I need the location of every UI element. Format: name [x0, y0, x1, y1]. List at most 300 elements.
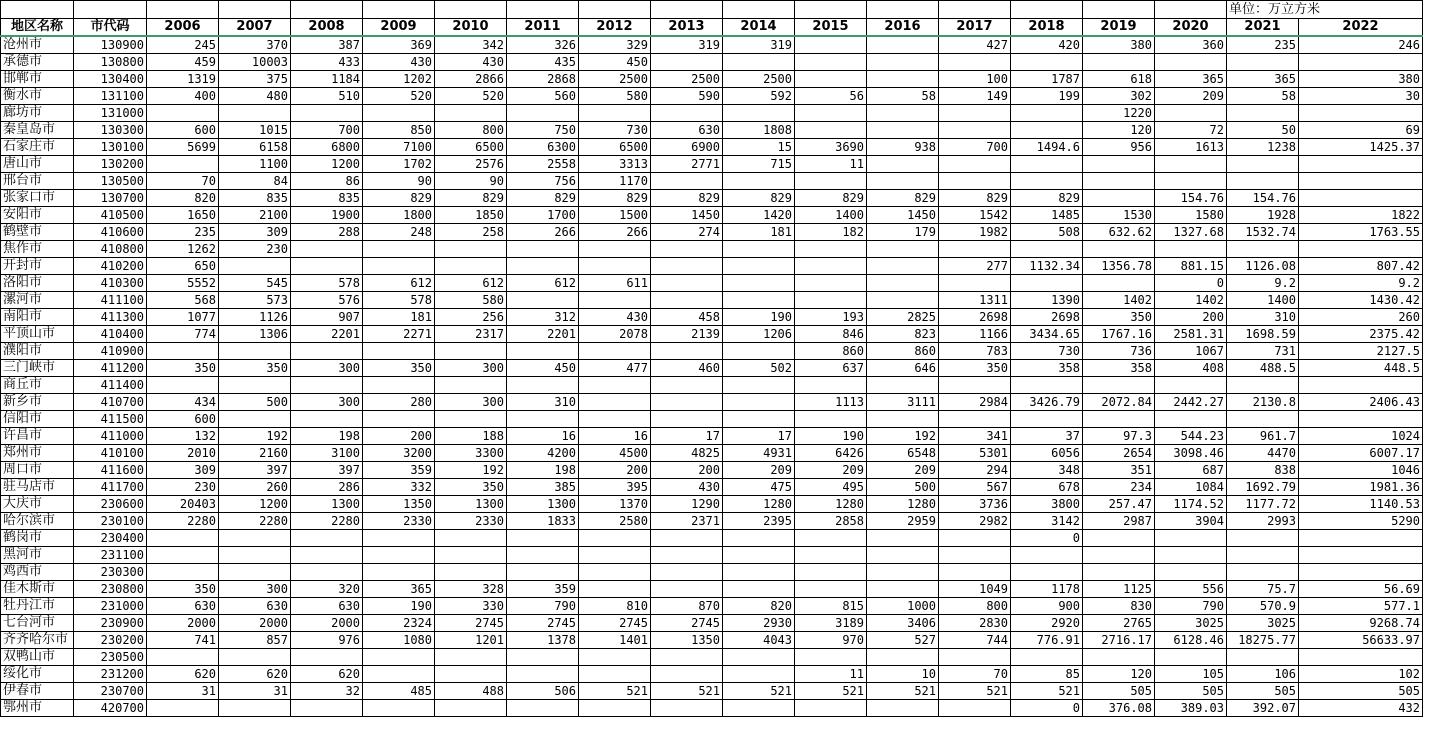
- value-cell[interactable]: [579, 700, 651, 717]
- empty-cell[interactable]: [1011, 1, 1083, 19]
- column-header[interactable]: 2016: [867, 19, 939, 37]
- value-cell[interactable]: 477: [579, 360, 651, 377]
- value-cell[interactable]: [1299, 411, 1423, 428]
- value-cell[interactable]: [939, 564, 1011, 581]
- value-cell[interactable]: 577.1: [1299, 598, 1423, 615]
- city-name-cell[interactable]: 濮阳市: [1, 343, 74, 360]
- value-cell[interactable]: 1430.42: [1299, 292, 1423, 309]
- value-cell[interactable]: [651, 105, 723, 122]
- value-cell[interactable]: [147, 343, 219, 360]
- value-cell[interactable]: 857: [219, 632, 291, 649]
- value-cell[interactable]: 756: [507, 173, 579, 190]
- value-cell[interactable]: 600: [147, 411, 219, 428]
- value-cell[interactable]: [147, 105, 219, 122]
- value-cell[interactable]: 520: [363, 88, 435, 105]
- value-cell[interactable]: [723, 343, 795, 360]
- value-cell[interactable]: [867, 292, 939, 309]
- value-cell[interactable]: 560: [507, 88, 579, 105]
- value-cell[interactable]: 1280: [795, 496, 867, 513]
- value-cell[interactable]: 835: [219, 190, 291, 207]
- value-cell[interactable]: [1227, 54, 1299, 71]
- value-cell[interactable]: [507, 241, 579, 258]
- value-cell[interactable]: 1530: [1083, 207, 1155, 224]
- value-cell[interactable]: 630: [651, 122, 723, 139]
- empty-cell[interactable]: [867, 1, 939, 19]
- value-cell[interactable]: 86: [291, 173, 363, 190]
- value-cell[interactable]: 235: [147, 224, 219, 241]
- value-cell[interactable]: 209: [723, 462, 795, 479]
- value-cell[interactable]: [363, 666, 435, 683]
- value-cell[interactable]: 310: [1227, 309, 1299, 326]
- value-cell[interactable]: 31: [147, 683, 219, 700]
- value-cell[interactable]: 5552: [147, 275, 219, 292]
- value-cell[interactable]: 0: [1011, 530, 1083, 547]
- value-cell[interactable]: 3434.65: [1011, 326, 1083, 343]
- city-code-cell[interactable]: 131100: [74, 88, 147, 105]
- value-cell[interactable]: 2406.43: [1299, 394, 1423, 411]
- value-cell[interactable]: 31: [219, 683, 291, 700]
- value-cell[interactable]: 2500: [651, 71, 723, 88]
- value-cell[interactable]: [867, 581, 939, 598]
- value-cell[interactable]: [651, 649, 723, 666]
- value-cell[interactable]: 2581.31: [1155, 326, 1227, 343]
- value-cell[interactable]: 1177.72: [1227, 496, 1299, 513]
- value-cell[interactable]: [435, 241, 507, 258]
- value-cell[interactable]: 3200: [363, 445, 435, 462]
- value-cell[interactable]: [723, 411, 795, 428]
- value-cell[interactable]: [723, 581, 795, 598]
- value-cell[interactable]: 17: [651, 428, 723, 445]
- value-cell[interactable]: [363, 105, 435, 122]
- value-cell[interactable]: [363, 258, 435, 275]
- city-code-cell[interactable]: 411500: [74, 411, 147, 428]
- city-name-cell[interactable]: 佳木斯市: [1, 581, 74, 598]
- value-cell[interactable]: 433: [291, 54, 363, 71]
- value-cell[interactable]: 200: [1155, 309, 1227, 326]
- value-cell[interactable]: 2993: [1227, 513, 1299, 530]
- value-cell[interactable]: [435, 377, 507, 394]
- value-cell[interactable]: 3100: [291, 445, 363, 462]
- value-cell[interactable]: 300: [291, 394, 363, 411]
- value-cell[interactable]: 2982: [939, 513, 1011, 530]
- value-cell[interactable]: 209: [795, 462, 867, 479]
- value-cell[interactable]: 120: [1083, 122, 1155, 139]
- value-cell[interactable]: [147, 649, 219, 666]
- value-cell[interactable]: 358: [1083, 360, 1155, 377]
- value-cell[interactable]: [723, 258, 795, 275]
- value-cell[interactable]: [939, 54, 1011, 71]
- value-cell[interactable]: 600: [147, 122, 219, 139]
- value-cell[interactable]: 1084: [1155, 479, 1227, 496]
- value-cell[interactable]: 1178: [1011, 581, 1083, 598]
- city-code-cell[interactable]: 411000: [74, 428, 147, 445]
- value-cell[interactable]: 1262: [147, 241, 219, 258]
- value-cell[interactable]: 2317: [435, 326, 507, 343]
- value-cell[interactable]: 2654: [1083, 445, 1155, 462]
- value-cell[interactable]: [1227, 530, 1299, 547]
- value-cell[interactable]: 1300: [435, 496, 507, 513]
- value-cell[interactable]: 650: [147, 258, 219, 275]
- value-cell[interactable]: [291, 649, 363, 666]
- city-name-cell[interactable]: 新乡市: [1, 394, 74, 411]
- value-cell[interactable]: 1202: [363, 71, 435, 88]
- value-cell[interactable]: [1299, 173, 1423, 190]
- value-cell[interactable]: 1300: [291, 496, 363, 513]
- value-cell[interactable]: 580: [579, 88, 651, 105]
- city-code-cell[interactable]: 410700: [74, 394, 147, 411]
- value-cell[interactable]: 70: [147, 173, 219, 190]
- value-cell[interactable]: 783: [939, 343, 1011, 360]
- value-cell[interactable]: [291, 105, 363, 122]
- value-cell[interactable]: [219, 343, 291, 360]
- value-cell[interactable]: 1822: [1299, 207, 1423, 224]
- value-cell[interactable]: 1220: [1083, 105, 1155, 122]
- value-cell[interactable]: 198: [291, 428, 363, 445]
- value-cell[interactable]: 330: [435, 598, 507, 615]
- value-cell[interactable]: 3025: [1155, 615, 1227, 632]
- value-cell[interactable]: [219, 700, 291, 717]
- value-cell[interactable]: 637: [795, 360, 867, 377]
- value-cell[interactable]: 578: [291, 275, 363, 292]
- value-cell[interactable]: [219, 258, 291, 275]
- value-cell[interactable]: 432: [1299, 700, 1423, 717]
- value-cell[interactable]: 435: [507, 54, 579, 71]
- value-cell[interactable]: [795, 275, 867, 292]
- value-cell[interactable]: 3313: [579, 156, 651, 173]
- value-cell[interactable]: 741: [147, 632, 219, 649]
- value-cell[interactable]: 2010: [147, 445, 219, 462]
- value-cell[interactable]: 5301: [939, 445, 1011, 462]
- city-name-cell[interactable]: 双鸭山市: [1, 649, 74, 666]
- value-cell[interactable]: 387: [291, 36, 363, 54]
- value-cell[interactable]: 475: [723, 479, 795, 496]
- value-cell[interactable]: 370: [219, 36, 291, 54]
- value-cell[interactable]: [867, 156, 939, 173]
- value-cell[interactable]: 1350: [651, 632, 723, 649]
- value-cell[interactable]: 408: [1155, 360, 1227, 377]
- value-cell[interactable]: [723, 700, 795, 717]
- value-cell[interactable]: [795, 411, 867, 428]
- value-cell[interactable]: [651, 173, 723, 190]
- value-cell[interactable]: [219, 530, 291, 547]
- value-cell[interactable]: 1613: [1155, 139, 1227, 156]
- value-cell[interactable]: 179: [867, 224, 939, 241]
- city-name-cell[interactable]: 邯郸市: [1, 71, 74, 88]
- value-cell[interactable]: [147, 156, 219, 173]
- value-cell[interactable]: 630: [291, 598, 363, 615]
- value-cell[interactable]: 1532.74: [1227, 224, 1299, 241]
- value-cell[interactable]: 568: [147, 292, 219, 309]
- value-cell[interactable]: 488: [435, 683, 507, 700]
- city-name-cell[interactable]: 洛阳市: [1, 275, 74, 292]
- value-cell[interactable]: [579, 649, 651, 666]
- value-cell[interactable]: [1155, 173, 1227, 190]
- empty-cell[interactable]: [651, 1, 723, 19]
- value-cell[interactable]: 448.5: [1299, 360, 1423, 377]
- value-cell[interactable]: 6158: [219, 139, 291, 156]
- value-cell[interactable]: 149: [939, 88, 1011, 105]
- value-cell[interactable]: 1113: [795, 394, 867, 411]
- value-cell[interactable]: 2100: [219, 207, 291, 224]
- city-name-cell[interactable]: 平顶山市: [1, 326, 74, 343]
- value-cell[interactable]: 430: [651, 479, 723, 496]
- value-cell[interactable]: 678: [1011, 479, 1083, 496]
- value-cell[interactable]: 618: [1083, 71, 1155, 88]
- value-cell[interactable]: [795, 564, 867, 581]
- city-code-cell[interactable]: 411300: [74, 309, 147, 326]
- city-code-cell[interactable]: 230800: [74, 581, 147, 598]
- value-cell[interactable]: [1011, 54, 1083, 71]
- value-cell[interactable]: [219, 377, 291, 394]
- value-cell[interactable]: 3736: [939, 496, 1011, 513]
- value-cell[interactable]: 2000: [219, 615, 291, 632]
- value-cell[interactable]: 3142: [1011, 513, 1083, 530]
- value-cell[interactable]: [939, 700, 1011, 717]
- city-name-cell[interactable]: 沧州市: [1, 36, 74, 54]
- value-cell[interactable]: [867, 71, 939, 88]
- value-cell[interactable]: 2745: [651, 615, 723, 632]
- value-cell[interactable]: [291, 258, 363, 275]
- value-cell[interactable]: [651, 700, 723, 717]
- city-name-cell[interactable]: 三门峡市: [1, 360, 74, 377]
- value-cell[interactable]: 11: [795, 666, 867, 683]
- city-code-cell[interactable]: 231200: [74, 666, 147, 683]
- value-cell[interactable]: 359: [507, 581, 579, 598]
- value-cell[interactable]: 820: [723, 598, 795, 615]
- value-cell[interactable]: 69: [1299, 122, 1423, 139]
- city-name-cell[interactable]: 承德市: [1, 54, 74, 71]
- city-code-cell[interactable]: 131000: [74, 105, 147, 122]
- value-cell[interactable]: 505: [1155, 683, 1227, 700]
- city-code-cell[interactable]: 410100: [74, 445, 147, 462]
- value-cell[interactable]: 2576: [435, 156, 507, 173]
- unit-label[interactable]: 单位：万立方米: [1227, 1, 1423, 19]
- value-cell[interactable]: 6300: [507, 139, 579, 156]
- city-name-cell[interactable]: 大庆市: [1, 496, 74, 513]
- value-cell[interactable]: [507, 700, 579, 717]
- value-cell[interactable]: 17: [723, 428, 795, 445]
- value-cell[interactable]: 2442.27: [1155, 394, 1227, 411]
- value-cell[interactable]: [651, 275, 723, 292]
- value-cell[interactable]: [291, 547, 363, 564]
- value-cell[interactable]: 1425.37: [1299, 139, 1423, 156]
- value-cell[interactable]: [291, 343, 363, 360]
- value-cell[interactable]: [579, 547, 651, 564]
- empty-cell[interactable]: [1155, 1, 1227, 19]
- value-cell[interactable]: 56633.97: [1299, 632, 1423, 649]
- value-cell[interactable]: [1011, 564, 1083, 581]
- value-cell[interactable]: 245: [147, 36, 219, 54]
- value-cell[interactable]: 430: [435, 54, 507, 71]
- value-cell[interactable]: 3189: [795, 615, 867, 632]
- value-cell[interactable]: 521: [723, 683, 795, 700]
- value-cell[interactable]: [867, 36, 939, 54]
- value-cell[interactable]: 1280: [867, 496, 939, 513]
- column-header[interactable]: 2008: [291, 19, 363, 37]
- value-cell[interactable]: 97.3: [1083, 428, 1155, 445]
- city-code-cell[interactable]: 410500: [74, 207, 147, 224]
- value-cell[interactable]: 310: [507, 394, 579, 411]
- value-cell[interactable]: 2920: [1011, 615, 1083, 632]
- value-cell[interactable]: 2959: [867, 513, 939, 530]
- value-cell[interactable]: 1402: [1155, 292, 1227, 309]
- value-cell[interactable]: 58: [1227, 88, 1299, 105]
- value-cell[interactable]: 375: [219, 71, 291, 88]
- value-cell[interactable]: [1011, 156, 1083, 173]
- value-cell[interactable]: 646: [867, 360, 939, 377]
- empty-cell[interactable]: [939, 1, 1011, 19]
- value-cell[interactable]: [147, 547, 219, 564]
- value-cell[interactable]: 348: [1011, 462, 1083, 479]
- value-cell[interactable]: [1227, 564, 1299, 581]
- value-cell[interactable]: [1083, 564, 1155, 581]
- empty-cell[interactable]: [147, 1, 219, 19]
- value-cell[interactable]: 260: [1299, 309, 1423, 326]
- value-cell[interactable]: [1011, 122, 1083, 139]
- value-cell[interactable]: [435, 258, 507, 275]
- value-cell[interactable]: 1485: [1011, 207, 1083, 224]
- value-cell[interactable]: 500: [219, 394, 291, 411]
- column-header[interactable]: 2014: [723, 19, 795, 37]
- empty-cell[interactable]: [1083, 1, 1155, 19]
- value-cell[interactable]: 4931: [723, 445, 795, 462]
- value-cell[interactable]: 730: [579, 122, 651, 139]
- value-cell[interactable]: 744: [939, 632, 1011, 649]
- value-cell[interactable]: 2072.84: [1083, 394, 1155, 411]
- value-cell[interactable]: 1400: [1227, 292, 1299, 309]
- city-code-cell[interactable]: 231100: [74, 547, 147, 564]
- value-cell[interactable]: 970: [795, 632, 867, 649]
- value-cell[interactable]: [1227, 547, 1299, 564]
- value-cell[interactable]: 100: [939, 71, 1011, 88]
- value-cell[interactable]: [1083, 156, 1155, 173]
- value-cell[interactable]: 1500: [579, 207, 651, 224]
- value-cell[interactable]: 1126.08: [1227, 258, 1299, 275]
- empty-cell[interactable]: [363, 1, 435, 19]
- value-cell[interactable]: [651, 564, 723, 581]
- value-cell[interactable]: 326: [507, 36, 579, 54]
- empty-cell[interactable]: [1, 1, 74, 19]
- value-cell[interactable]: 687: [1155, 462, 1227, 479]
- value-cell[interactable]: 132: [147, 428, 219, 445]
- value-cell[interactable]: 427: [939, 36, 1011, 54]
- value-cell[interactable]: 72: [1155, 122, 1227, 139]
- value-cell[interactable]: 2330: [363, 513, 435, 530]
- value-cell[interactable]: 2716.17: [1083, 632, 1155, 649]
- value-cell[interactable]: 1067: [1155, 343, 1227, 360]
- value-cell[interactable]: [1155, 105, 1227, 122]
- empty-cell[interactable]: [579, 1, 651, 19]
- value-cell[interactable]: 4500: [579, 445, 651, 462]
- city-name-cell[interactable]: 黑河市: [1, 547, 74, 564]
- value-cell[interactable]: 3111: [867, 394, 939, 411]
- value-cell[interactable]: 3800: [1011, 496, 1083, 513]
- value-cell[interactable]: [291, 700, 363, 717]
- city-name-cell[interactable]: 齐齐哈尔市: [1, 632, 74, 649]
- value-cell[interactable]: 430: [579, 309, 651, 326]
- value-cell[interactable]: [219, 649, 291, 666]
- value-cell[interactable]: [579, 394, 651, 411]
- value-cell[interactable]: 1166: [939, 326, 1011, 343]
- value-cell[interactable]: [1083, 190, 1155, 207]
- value-cell[interactable]: [651, 394, 723, 411]
- value-cell[interactable]: 1763.55: [1299, 224, 1423, 241]
- value-cell[interactable]: 182: [795, 224, 867, 241]
- value-cell[interactable]: 200: [651, 462, 723, 479]
- value-cell[interactable]: 1327.68: [1155, 224, 1227, 241]
- value-cell[interactable]: 350: [147, 581, 219, 598]
- value-cell[interactable]: 521: [795, 683, 867, 700]
- value-cell[interactable]: 612: [507, 275, 579, 292]
- value-cell[interactable]: [1011, 547, 1083, 564]
- value-cell[interactable]: 332: [363, 479, 435, 496]
- value-cell[interactable]: 302: [1083, 88, 1155, 105]
- value-cell[interactable]: 1370: [579, 496, 651, 513]
- value-cell[interactable]: 829: [579, 190, 651, 207]
- value-cell[interactable]: [723, 666, 795, 683]
- value-cell[interactable]: 319: [651, 36, 723, 54]
- city-code-cell[interactable]: 411400: [74, 377, 147, 394]
- value-cell[interactable]: 380: [1299, 71, 1423, 88]
- value-cell[interactable]: [1083, 173, 1155, 190]
- city-name-cell[interactable]: 衡水市: [1, 88, 74, 105]
- value-cell[interactable]: [795, 649, 867, 666]
- value-cell[interactable]: 1000: [867, 598, 939, 615]
- value-cell[interactable]: 328: [435, 581, 507, 598]
- value-cell[interactable]: 319: [723, 36, 795, 54]
- value-cell[interactable]: 1698.59: [1227, 326, 1299, 343]
- column-header[interactable]: 2007: [219, 19, 291, 37]
- value-cell[interactable]: 1350: [363, 496, 435, 513]
- value-cell[interactable]: 350: [363, 360, 435, 377]
- value-cell[interactable]: 365: [363, 581, 435, 598]
- city-name-cell[interactable]: 秦皇岛市: [1, 122, 74, 139]
- value-cell[interactable]: [363, 411, 435, 428]
- value-cell[interactable]: 881.15: [1155, 258, 1227, 275]
- city-code-cell[interactable]: 410600: [74, 224, 147, 241]
- city-code-cell[interactable]: 230200: [74, 632, 147, 649]
- value-cell[interactable]: 829: [939, 190, 1011, 207]
- value-cell[interactable]: 1080: [363, 632, 435, 649]
- value-cell[interactable]: 1356.78: [1083, 258, 1155, 275]
- value-cell[interactable]: 850: [363, 122, 435, 139]
- value-cell[interactable]: 823: [867, 326, 939, 343]
- value-cell[interactable]: 274: [651, 224, 723, 241]
- value-cell[interactable]: 1077: [147, 309, 219, 326]
- value-cell[interactable]: 800: [435, 122, 507, 139]
- value-cell[interactable]: 829: [651, 190, 723, 207]
- value-cell[interactable]: 2201: [291, 326, 363, 343]
- value-cell[interactable]: 9268.74: [1299, 615, 1423, 632]
- value-cell[interactable]: 1982: [939, 224, 1011, 241]
- city-name-cell[interactable]: 驻马店市: [1, 479, 74, 496]
- value-cell[interactable]: 154.76: [1155, 190, 1227, 207]
- empty-cell[interactable]: [507, 1, 579, 19]
- value-cell[interactable]: [1227, 156, 1299, 173]
- value-cell[interactable]: 731: [1227, 343, 1299, 360]
- value-cell[interactable]: [795, 54, 867, 71]
- value-cell[interactable]: 192: [435, 462, 507, 479]
- value-cell[interactable]: 510: [291, 88, 363, 105]
- value-cell[interactable]: 2745: [579, 615, 651, 632]
- value-cell[interactable]: [363, 241, 435, 258]
- value-cell[interactable]: 395: [579, 479, 651, 496]
- value-cell[interactable]: 630: [147, 598, 219, 615]
- value-cell[interactable]: 1420: [723, 207, 795, 224]
- value-cell[interactable]: [291, 411, 363, 428]
- value-cell[interactable]: 2375.42: [1299, 326, 1423, 343]
- value-cell[interactable]: 508: [1011, 224, 1083, 241]
